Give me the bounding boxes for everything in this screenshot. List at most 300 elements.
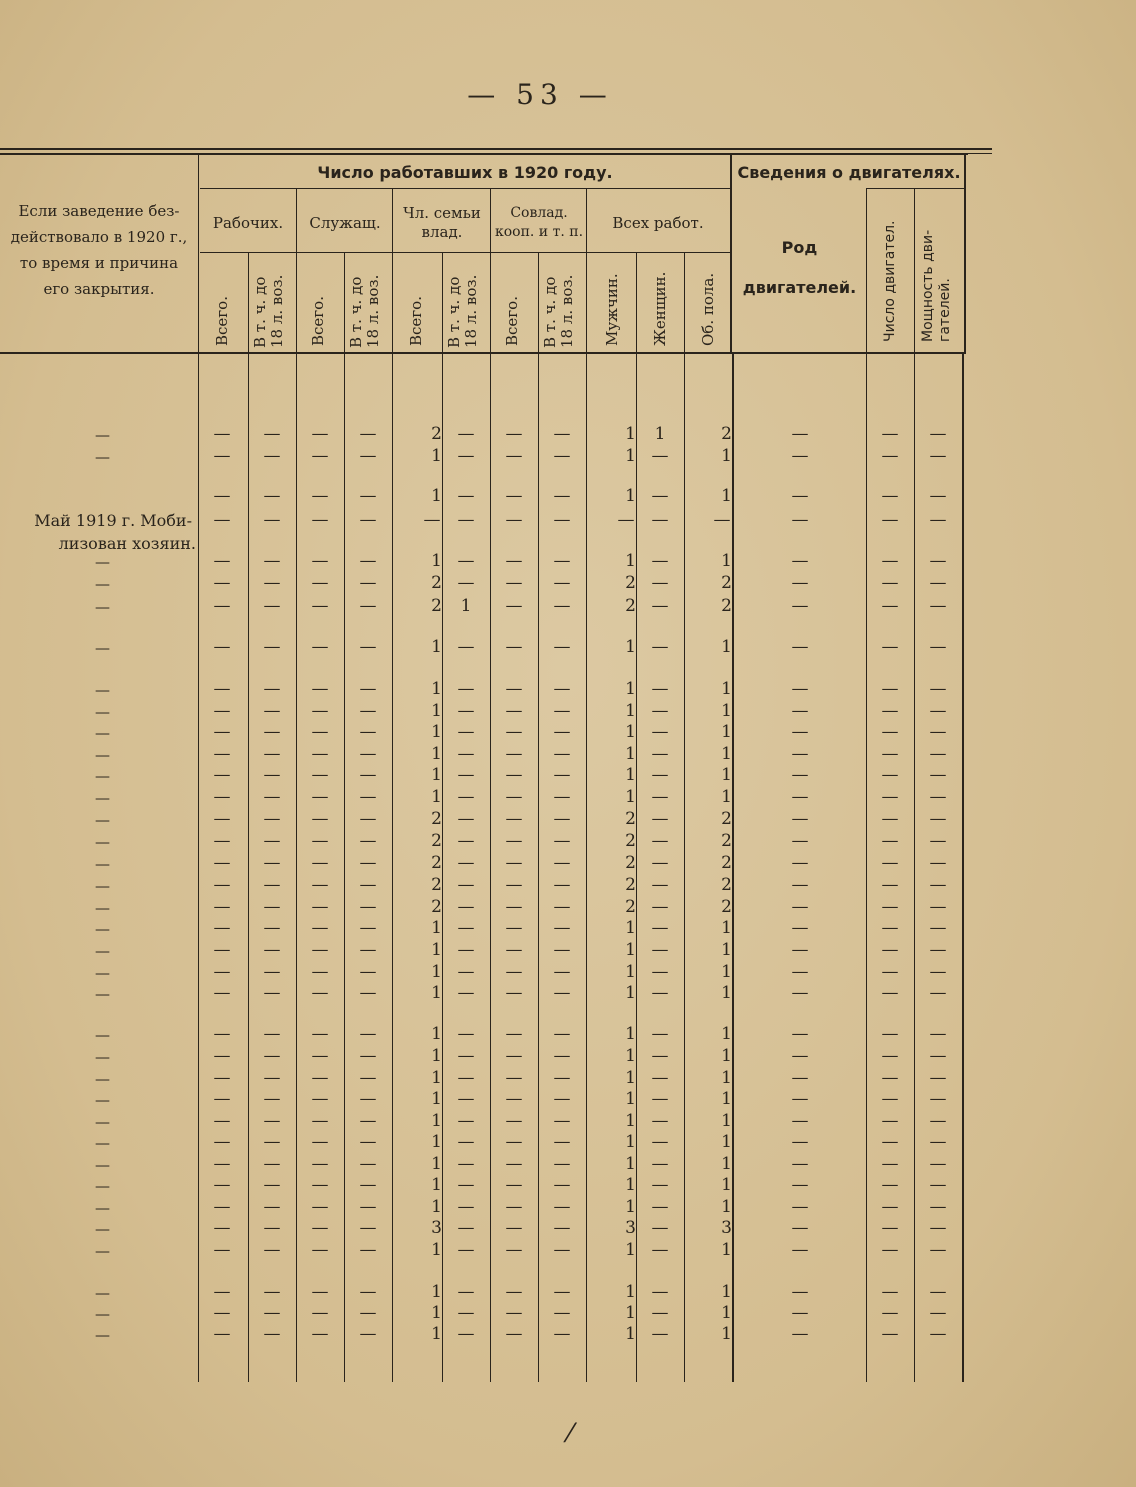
table-cell: — [505,446,523,466]
table-cell: — [263,551,281,571]
header-vline [248,252,249,352]
table-cell: 1 [625,1303,636,1323]
closure-note-cell: — [95,811,110,829]
closure-note-cell: — [95,833,110,851]
table-cell: — [263,424,281,444]
table-cell: — [311,1024,329,1044]
closure-note-cell: — [95,1284,110,1302]
table-cell: — [311,744,329,764]
table-cell: — [311,637,329,657]
table-cell: — [553,744,571,764]
table-cell: — [359,596,377,616]
table-cell: — [263,1046,281,1066]
table-cell: — [791,897,809,917]
table-cell: — [457,787,475,807]
table-cell: — [213,940,231,960]
table-cell: — [263,1197,281,1217]
table-cell: — [929,940,947,960]
workers-subheader: Рабочих. [212,214,284,232]
table-cell: — [651,1132,669,1152]
table-cell: — [457,1218,475,1238]
table-cell: — [881,1303,899,1323]
table-cell: — [263,1324,281,1344]
table-cell: — [505,722,523,742]
table-cell: 1 [721,637,732,657]
table-cell: 1 [625,918,636,938]
table-cell: — [359,983,377,1003]
table-cell: 1 [721,918,732,938]
engine-kind-header: Род двигателей. [742,238,857,297]
table-cell: 3 [625,1218,636,1238]
table-cell: 1 [431,1324,442,1344]
table-cell: — [311,510,329,530]
table-cell: 1 [721,1324,732,1344]
table-cell: — [553,486,571,506]
table-cell: 1 [721,1154,732,1174]
engine-power-header: Мощность дви- гателей. [920,229,953,342]
table-cell: — [505,940,523,960]
table-cell: — [263,787,281,807]
table-cell: — [359,765,377,785]
table-cell: — [263,744,281,764]
table-cell: — [651,701,669,721]
table-cell: — [359,1024,377,1044]
closure-note-cell: — [95,1242,110,1260]
table-cell: — [553,1324,571,1344]
table-cell: — [651,1068,669,1088]
table-cell: — [311,1282,329,1302]
table-cell: — [713,510,731,530]
table-cell: — [213,722,231,742]
closure-note-cell: — [95,1220,110,1238]
table-cell: — [881,744,899,764]
table-cell: — [651,1282,669,1302]
table-cell: — [359,897,377,917]
table-cell: — [213,1089,231,1109]
table-cell: — [791,1303,809,1323]
header-top-line [0,154,968,155]
closure-reason-header: Если заведение без- действовало в 1920 г., то время и причина его закрытия. [10,202,188,298]
table-cell: — [553,510,571,530]
closure-note-cell: — [95,1091,110,1109]
table-cell: — [263,486,281,506]
table-cell: — [457,1154,475,1174]
closure-note-cell: — [95,448,110,466]
table-cell: — [651,722,669,742]
table-cell: 1 [721,940,732,960]
table-row [0,1046,968,1066]
table-cell: — [213,1068,231,1088]
table-cell: — [359,744,377,764]
table-cell: — [553,983,571,1003]
table-cell: — [553,1240,571,1260]
table-cell: — [505,1111,523,1131]
table-cell: 2 [431,875,442,895]
table-cell: 2 [431,424,442,444]
table-cell: — [651,875,669,895]
table-cell: — [553,1132,571,1152]
table-row [0,424,968,444]
table-cell: — [263,679,281,699]
table-cell: — [457,1197,475,1217]
table-cell: — [359,1068,377,1088]
coowners-total-header: Всего. [503,296,521,346]
table-row [0,875,968,895]
table-cell: — [263,1089,281,1109]
table-cell: — [359,1111,377,1131]
table-cell: 1 [721,1068,732,1088]
table-cell: — [791,1068,809,1088]
all-both-header: Об. пола. [699,272,717,346]
table-cell: — [213,486,231,506]
closure-note-cell: — [95,1177,110,1195]
table-cell: — [457,722,475,742]
page-number: — 53 — [467,78,613,111]
table-cell: — [553,596,571,616]
table-cell: — [553,831,571,851]
table-cell: 1 [625,744,636,764]
table-cell: — [311,897,329,917]
table-cell: — [359,573,377,593]
table-row [0,1154,968,1174]
table-cell: — [311,853,329,873]
table-cell: — [881,1197,899,1217]
table-cell: 1 [625,679,636,699]
table-cell: — [553,875,571,895]
closure-note-cell: — [95,703,110,721]
table-cell: 1 [721,486,732,506]
table-cell: 1 [721,1024,732,1044]
table-cell: — [791,1046,809,1066]
table-cell: — [263,1132,281,1152]
table-cell: 1 [721,962,732,982]
table-cell: — [505,962,523,982]
table-row [0,765,968,785]
table-cell: — [311,765,329,785]
table-cell: — [651,1218,669,1238]
table-cell: — [651,486,669,506]
table-cell: — [929,679,947,699]
table-cell: 1 [625,962,636,982]
family-subheader: Чл. семьи влад. [403,204,481,241]
table-cell: 2 [721,809,732,829]
table-cell: — [791,722,809,742]
table-cell: — [929,1175,947,1195]
table-cell: — [791,1324,809,1344]
table-row [0,637,968,657]
table-cell: — [881,596,899,616]
table-cell: — [791,744,809,764]
table-cell: — [213,1024,231,1044]
table-cell: — [929,918,947,938]
table-cell: — [213,1197,231,1217]
table-cell: — [311,918,329,938]
table-cell: — [263,722,281,742]
table-cell: — [311,1324,329,1344]
table-cell: — [213,424,231,444]
table-cell: 1 [625,1068,636,1088]
table-cell: — [929,897,947,917]
closure-note-cell: Май 1919 г. Моби- [34,511,192,530]
table-cell: — [359,701,377,721]
table-cell: — [553,1303,571,1323]
table-cell: — [457,1111,475,1131]
table-cell: — [929,637,947,657]
table-cell: — [881,573,899,593]
table-cell: — [311,551,329,571]
table-cell: — [791,551,809,571]
table-cell: — [617,510,635,530]
table-cell: — [553,701,571,721]
table-cell: — [881,551,899,571]
table-cell: — [881,424,899,444]
table-cell: — [457,446,475,466]
table-cell: — [505,596,523,616]
table-cell: — [359,446,377,466]
table-cell: — [651,962,669,982]
table-cell: 1 [431,765,442,785]
table-cell: — [311,424,329,444]
table-cell: — [929,510,947,530]
header-vline [636,252,637,352]
table-cell: 1 [625,940,636,960]
table-cell: 1 [431,744,442,764]
table-cell: — [505,918,523,938]
table-row [0,1240,968,1260]
table-cell: — [505,1024,523,1044]
table-cell: 1 [431,983,442,1003]
table-cell: — [505,1175,523,1195]
table-cell: — [881,1024,899,1044]
table-cell: — [457,809,475,829]
table-cell: — [881,1175,899,1195]
table-cell: — [651,1324,669,1344]
table-cell: — [791,1175,809,1195]
closure-note-continuation: лизован хозяин. [58,534,196,553]
table-cell: — [791,1240,809,1260]
table-cell: 1 [721,679,732,699]
table-cell: — [505,744,523,764]
table-cell: 2 [625,596,636,616]
table-cell: — [791,1089,809,1109]
table-cell: — [263,596,281,616]
table-cell: — [359,722,377,742]
table-cell: — [359,551,377,571]
header-vline [586,188,587,352]
table-cell: — [929,424,947,444]
table-cell: 1 [721,765,732,785]
table-cell: — [213,1154,231,1174]
table-cell: 2 [721,853,732,873]
table-cell: — [457,1132,475,1152]
table-cell: — [791,831,809,851]
table-cell: — [457,1282,475,1302]
table-cell: — [881,637,899,657]
table-cell: — [359,1197,377,1217]
table-cell: — [311,1218,329,1238]
table-cell: 1 [431,1154,442,1174]
table-cell: 1 [431,446,442,466]
table-cell: 1 [625,765,636,785]
table-cell: — [423,510,441,530]
workers-under18-header: В т. ч. до 18 л. воз. [251,274,286,348]
header-vline [392,188,393,352]
table-cell: — [505,1303,523,1323]
table-cell: — [651,1154,669,1174]
workers-total-header: Всего. [213,296,231,346]
table-row [0,722,968,742]
table-cell: — [929,722,947,742]
table-cell: — [881,853,899,873]
table-cell: — [929,573,947,593]
table-cell: — [311,701,329,721]
table-cell: — [651,940,669,960]
coowners-subheader: Совлад. кооп. и т. п. [494,205,584,240]
table-cell: — [505,701,523,721]
table-cell: — [553,446,571,466]
table-cell: 2 [431,831,442,851]
table-cell: — [791,424,809,444]
table-cell: — [311,831,329,851]
table-cell: 1 [721,983,732,1003]
table-row [0,1024,968,1044]
table-cell: — [651,983,669,1003]
table-cell: 1 [625,1154,636,1174]
table-cell: — [929,765,947,785]
table-cell: — [213,809,231,829]
table-cell: — [881,1111,899,1131]
table-cell: 1 [625,1240,636,1260]
table-cell: 1 [625,1046,636,1066]
table-cell: — [457,765,475,785]
table-cell: — [263,983,281,1003]
closure-note-cell: — [95,920,110,938]
table-cell: — [881,722,899,742]
table-cell: — [505,1324,523,1344]
table-cell: — [505,424,523,444]
closure-note-cell: — [95,746,110,764]
table-cell: — [929,701,947,721]
table-cell: 2 [431,596,442,616]
table-cell: — [457,853,475,873]
pencil-mark: ⁄ [568,1419,573,1449]
table-row [0,1068,968,1088]
table-cell: 1 [721,1046,732,1066]
table-cell: 1 [721,1111,732,1131]
employees-subheader: Служащ. [309,214,381,232]
table-cell: 1 [625,1175,636,1195]
table-cell: — [359,1089,377,1109]
table-cell: 1 [625,787,636,807]
closure-note-cell: — [95,1070,110,1088]
table-cell: — [457,424,475,444]
table-cell: — [263,918,281,938]
table-cell: — [651,787,669,807]
table-row [0,1282,968,1302]
table-cell: 1 [625,1089,636,1109]
table-cell: 1 [431,551,442,571]
closure-note-cell: — [95,1113,110,1131]
table-cell: 2 [721,831,732,851]
table-cell: — [929,1046,947,1066]
table-row [0,573,968,593]
table-cell: — [359,940,377,960]
table-cell: — [553,918,571,938]
closure-note-cell: — [95,1199,110,1217]
all-men-header: Мужчин. [603,273,621,346]
table-cell: — [457,962,475,982]
table-cell: — [213,875,231,895]
table-cell: — [505,765,523,785]
table-row [0,510,968,530]
table-cell: — [651,551,669,571]
table-cell: — [263,809,281,829]
table-row [0,596,968,616]
table-cell: — [505,1068,523,1088]
table-cell: 2 [625,853,636,873]
table-cell: 1 [431,1303,442,1323]
table-row [0,809,968,829]
table-cell: — [457,1240,475,1260]
table-cell: — [791,446,809,466]
table-cell: 2 [721,573,732,593]
table-cell: — [881,983,899,1003]
table-cell: — [505,679,523,699]
table-cell: — [553,1282,571,1302]
table-cell: — [457,701,475,721]
table-cell: 1 [721,1240,732,1260]
table-cell: — [359,962,377,982]
table-cell: 1 [431,962,442,982]
table-cell: 1 [625,486,636,506]
table-cell: — [881,787,899,807]
table-cell: — [263,897,281,917]
table-cell: — [311,787,329,807]
table-cell: — [929,787,947,807]
table-cell: — [791,875,809,895]
table-cell: — [791,962,809,982]
table-cell: — [457,551,475,571]
table-cell: — [881,897,899,917]
table-cell: — [881,1089,899,1109]
closure-note-cell: — [95,1026,110,1044]
table-cell: — [881,1240,899,1260]
header-vline [914,188,915,352]
table-row [0,1132,968,1152]
closure-note-cell: — [95,575,110,593]
header-vline [442,252,443,352]
closure-note-cell: — [95,964,110,982]
table-cell: — [213,787,231,807]
table-cell: 1 [721,1282,732,1302]
table-cell: — [553,551,571,571]
header-vline [964,154,966,352]
table-cell: — [553,424,571,444]
table-row [0,1218,968,1238]
table-row [0,1303,968,1323]
table-cell: — [311,1197,329,1217]
table-cell: — [553,1089,571,1109]
table-cell: — [505,1089,523,1109]
table-cell: 1 [431,701,442,721]
table-cell: 1 [625,637,636,657]
subgroup-divider [200,252,730,253]
table-cell: — [791,918,809,938]
table-cell: — [881,918,899,938]
table-cell: — [263,831,281,851]
table-cell: 1 [625,1282,636,1302]
table-cell: 1 [625,983,636,1003]
